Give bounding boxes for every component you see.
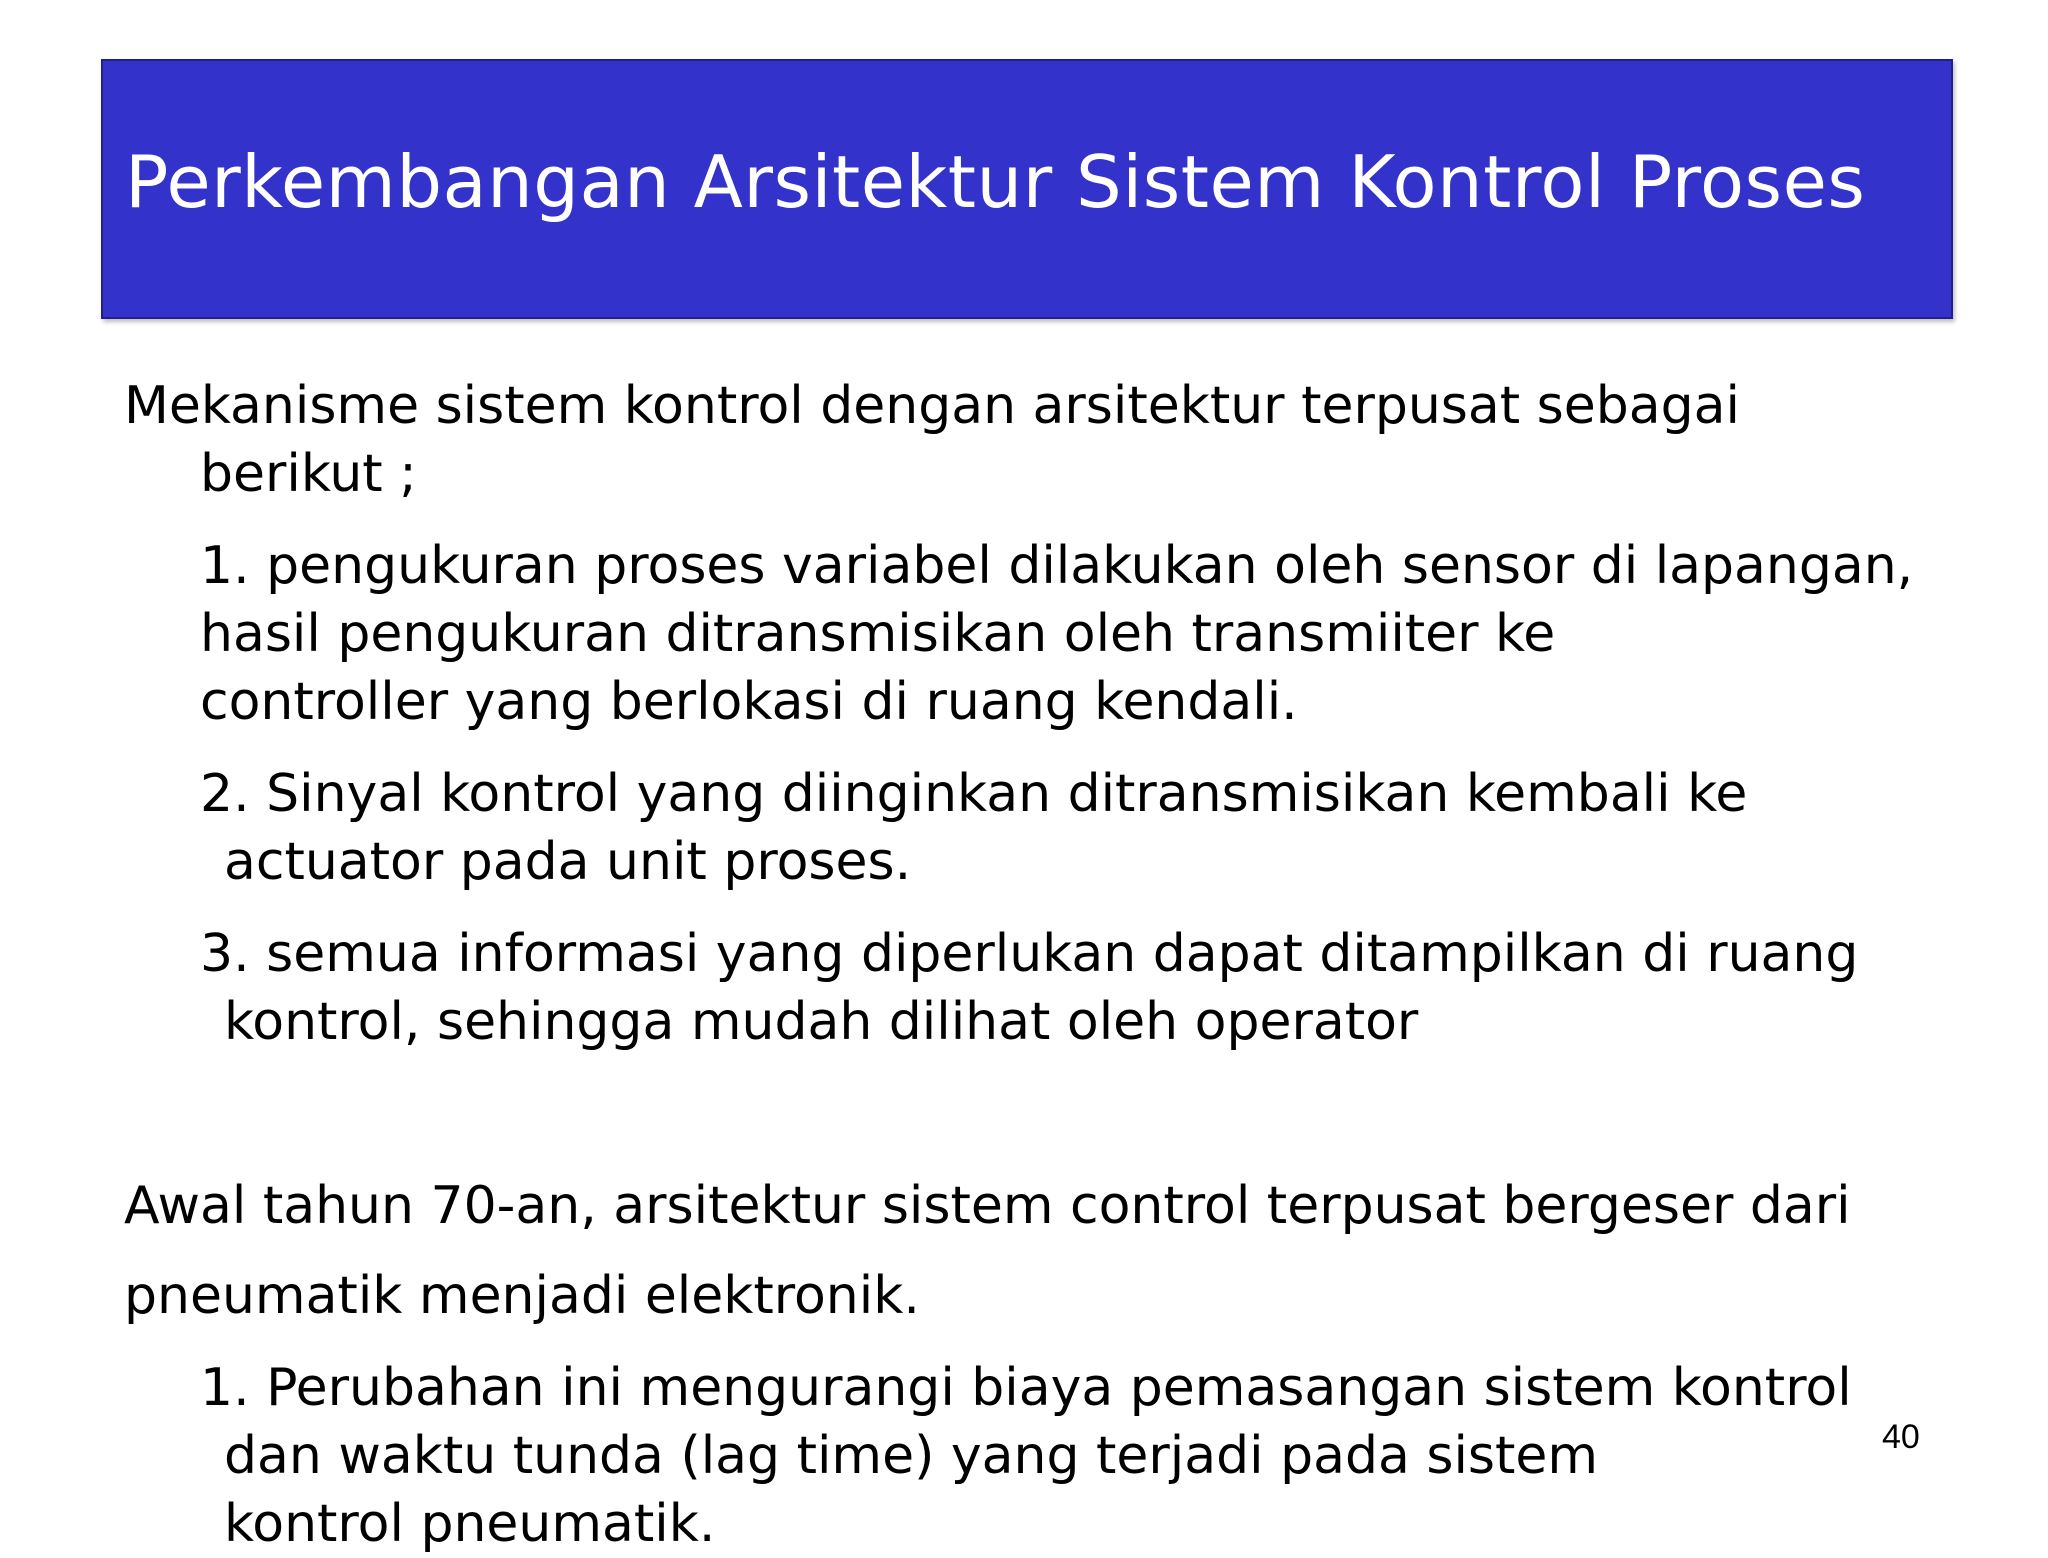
list1-item3-line2: kontrol, sehingga mudah dilihat oleh operator	[224, 992, 1419, 1052]
section2-line-2: pneumatik menjadi elektronik.	[124, 1266, 920, 1326]
list2-item1-line1: 1. Perubahan ini mengurangi biaya pemasangan sistem kontrol	[200, 1358, 1852, 1418]
list1-item1-line2: hasil pengukuran ditransmisikan oleh transmiiter ke	[200, 604, 1556, 664]
list1-item3-line1: 3. semua informasi yang diperlukan dapat ditampilkan di ruang	[200, 924, 1859, 984]
list1-item2-line1: 2. Sinyal kontrol yang diinginkan ditransmisikan kembali ke	[200, 764, 1748, 824]
intro-line-2: berikut ;	[200, 444, 417, 504]
intro-line-1: Mekanisme sistem kontrol dengan arsitektur terpusat sebagai	[124, 376, 1740, 436]
slide-title: Perkembangan Arsitektur Sistem Kontrol Proses	[125, 140, 1866, 224]
slide-title-bar	[101, 59, 1953, 319]
list1-item2-line2: actuator pada unit proses.	[224, 832, 912, 892]
list2-item1-line2: dan waktu tunda (lag time) yang terjadi pada sistem	[224, 1426, 1599, 1486]
list2-item1-line3: kontrol pneumatik.	[224, 1494, 716, 1554]
page-number: 40	[1882, 1418, 1920, 1456]
list1-item1-line1: 1. pengukuran proses variabel dilakukan oleh sensor di lapangan,	[200, 536, 1914, 596]
section2-line-1: Awal tahun 70-an, arsitektur sistem control terpusat bergeser dari	[124, 1176, 1851, 1236]
list1-item1-line3: controller yang berlokasi di ruang kendali.	[200, 672, 1298, 732]
